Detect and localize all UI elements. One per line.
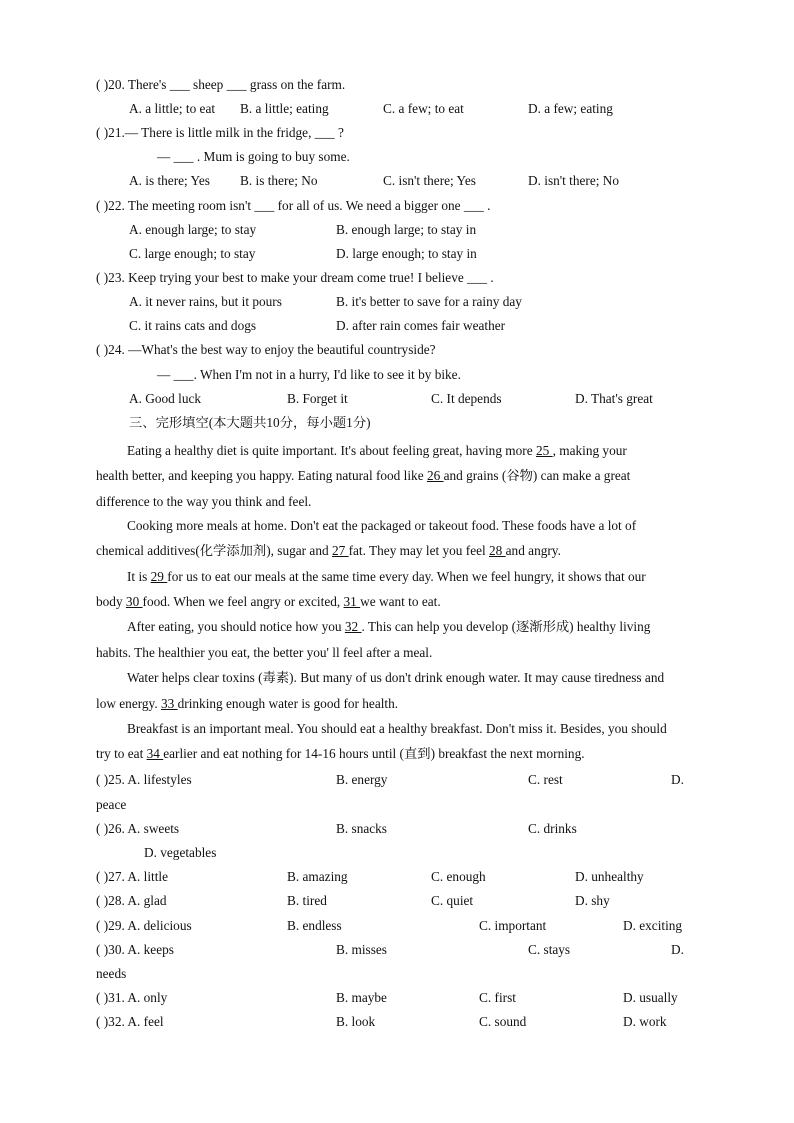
q23-option-d[interactable]: D. after rain comes fair weather bbox=[336, 318, 506, 333]
q31-stem[interactable]: ( )31. A. only bbox=[96, 990, 168, 1005]
q26-option-b[interactable]: B. snacks bbox=[336, 821, 387, 836]
q25-stem[interactable]: ( )25. A. lifestyles bbox=[96, 772, 192, 787]
q22-option-b[interactable]: B. enough large; to stay in bbox=[336, 222, 477, 237]
q26-option-c[interactable]: C. drinks bbox=[528, 821, 577, 836]
q30-stem[interactable]: ( )30. A. keeps bbox=[96, 942, 174, 957]
q25-option-d-text: peace bbox=[96, 797, 127, 812]
q22-stem: ( )22. The meeting room isn't ___ for all of us. We need a bigger one ___ . bbox=[96, 198, 491, 213]
blank-34[interactable]: 34 bbox=[146, 746, 164, 761]
q28-option-d[interactable]: D. shy bbox=[575, 893, 610, 908]
passage-line: try to eat 34 earlier and eat nothing for 14-16 hours until (直到) breakfast the next morning. bbox=[96, 746, 585, 761]
q28-option-c[interactable]: C. quiet bbox=[431, 893, 474, 908]
q24-option-b[interactable]: B. Forget it bbox=[287, 391, 348, 406]
q20-option-b[interactable]: B. a little; eating bbox=[240, 101, 329, 116]
blank-32[interactable]: 32 bbox=[344, 619, 362, 634]
q28-option-b[interactable]: B. tired bbox=[287, 893, 327, 908]
q20-stem: ( )20. There's ___ sheep ___ grass on the farm. bbox=[96, 77, 346, 92]
q27-option-b[interactable]: B. amazing bbox=[287, 869, 348, 884]
q24-option-d[interactable]: D. That's great bbox=[575, 391, 653, 406]
q23-option-b[interactable]: B. it's better to save for a rainy day bbox=[336, 294, 522, 309]
q32-option-b[interactable]: B. look bbox=[336, 1014, 376, 1029]
passage-line: Water helps clear toxins (毒素). But many of us don't drink enough water. It may cause tiredness and bbox=[127, 670, 665, 685]
q27-option-c[interactable]: C. enough bbox=[431, 869, 486, 884]
q25-option-c[interactable]: C. rest bbox=[528, 772, 563, 787]
q32-option-d[interactable]: D. work bbox=[623, 1014, 667, 1029]
q26-option-d[interactable]: D. vegetables bbox=[144, 845, 217, 860]
q30-option-d[interactable]: D. bbox=[671, 942, 684, 957]
q31-option-d[interactable]: D. usually bbox=[623, 990, 678, 1005]
q25-option-d[interactable]: D. bbox=[671, 772, 684, 787]
q23-option-c[interactable]: C. it rains cats and dogs bbox=[129, 318, 257, 333]
blank-25[interactable]: 25 bbox=[535, 443, 553, 458]
passage-line: body 30 food. When we feel angry or excited, 31 we want to eat. bbox=[96, 594, 441, 609]
q21-option-b[interactable]: B. is there; No bbox=[240, 173, 318, 188]
q31-option-c[interactable]: C. first bbox=[479, 990, 516, 1005]
passage-line: health better, and keeping you happy. Eating natural food like 26 and grains (谷物) can make a great bbox=[96, 468, 631, 483]
q24-reply: — ___. When I'm not in a hurry, I'd like to see it by bike. bbox=[157, 367, 461, 382]
q30-option-d-text: needs bbox=[96, 966, 127, 981]
q31-option-b[interactable]: B. maybe bbox=[336, 990, 387, 1005]
q29-option-b[interactable]: B. endless bbox=[287, 918, 342, 933]
blank-33[interactable]: 33 bbox=[161, 696, 178, 711]
q27-stem[interactable]: ( )27. A. little bbox=[96, 869, 169, 884]
blank-29[interactable]: 29 bbox=[150, 569, 168, 584]
q30-option-b[interactable]: B. misses bbox=[336, 942, 387, 957]
q28-stem[interactable]: ( )28. A. glad bbox=[96, 893, 167, 908]
blank-28[interactable]: 28 bbox=[489, 543, 506, 558]
blank-27[interactable]: 27 bbox=[331, 543, 349, 558]
passage-line: low energy. 33 drinking enough water is good for health. bbox=[96, 696, 399, 711]
q20-option-a[interactable]: A. a little; to eat bbox=[129, 101, 216, 116]
passage-line: Cooking more meals at home. Don't eat the packaged or takeout food. These foods have a lot of bbox=[127, 518, 637, 533]
q23-option-a[interactable]: A. it never rains, but it pours bbox=[129, 294, 282, 309]
passage-line: chemical additives(化学添加剂), sugar and 27 fat. They may let you feel 28 and angry. bbox=[96, 543, 561, 558]
q29-stem[interactable]: ( )29. A. delicious bbox=[96, 918, 192, 933]
q21-option-a[interactable]: A. is there; Yes bbox=[129, 173, 210, 188]
q20-option-d[interactable]: D. a few; eating bbox=[528, 101, 613, 116]
q30-option-c[interactable]: C. stays bbox=[528, 942, 571, 957]
blank-26[interactable]: 26 bbox=[426, 468, 444, 483]
section-title: 三、完形填空(本大题共10分，每小题1分) bbox=[129, 415, 371, 430]
q21-option-c[interactable]: C. isn't there; Yes bbox=[383, 173, 476, 188]
q20-option-c[interactable]: C. a few; to eat bbox=[383, 101, 464, 116]
q21-option-d[interactable]: D. isn't there; No bbox=[528, 173, 620, 188]
q21-stem: ( )21.— There is little milk in the fridge, ___ ? bbox=[96, 125, 344, 140]
blank-31[interactable]: 31 bbox=[343, 594, 361, 609]
passage-line: habits. The healthier you eat, the better you' ll feel after a meal. bbox=[96, 645, 433, 660]
q32-option-c[interactable]: C. sound bbox=[479, 1014, 527, 1029]
q24-option-c[interactable]: C. It depends bbox=[431, 391, 502, 406]
q23-stem: ( )23. Keep trying your best to make your dream come true! I believe ___ . bbox=[96, 270, 494, 285]
q26-stem[interactable]: ( )26. A. sweets bbox=[96, 821, 180, 836]
passage-line: difference to the way you think and feel. bbox=[96, 494, 312, 509]
q29-option-c[interactable]: C. important bbox=[479, 918, 547, 933]
q32-stem[interactable]: ( )32. A. feel bbox=[96, 1014, 164, 1029]
q24-stem: ( )24. —What's the best way to enjoy the beautiful countryside? bbox=[96, 342, 436, 357]
q22-option-c[interactable]: C. large enough; to stay bbox=[129, 246, 256, 261]
q21-reply: — ___ . Mum is going to buy some. bbox=[157, 149, 350, 164]
q24-option-a[interactable]: A. Good luck bbox=[129, 391, 202, 406]
q29-option-d[interactable]: D. exciting bbox=[623, 918, 683, 933]
q27-option-d[interactable]: D. unhealthy bbox=[575, 869, 644, 884]
q22-option-a[interactable]: A. enough large; to stay bbox=[129, 222, 257, 237]
passage-line: Breakfast is an important meal. You should eat a healthy breakfast. Don't miss it. Besides, you should bbox=[127, 721, 667, 736]
q25-option-b[interactable]: B. energy bbox=[336, 772, 388, 787]
passage-line: It is 29 for us to eat our meals at the same time every day. When we feel hungry, it shows that our bbox=[127, 569, 646, 584]
blank-30[interactable]: 30 bbox=[125, 594, 143, 609]
passage-line: Eating a healthy diet is quite important. It's about feeling great, having more 25 , making your bbox=[127, 443, 627, 458]
passage-line: After eating, you should notice how you 32 . This can help you develop (逐渐形成) healthy living bbox=[127, 619, 651, 634]
q22-option-d[interactable]: D. large enough; to stay in bbox=[336, 246, 477, 261]
